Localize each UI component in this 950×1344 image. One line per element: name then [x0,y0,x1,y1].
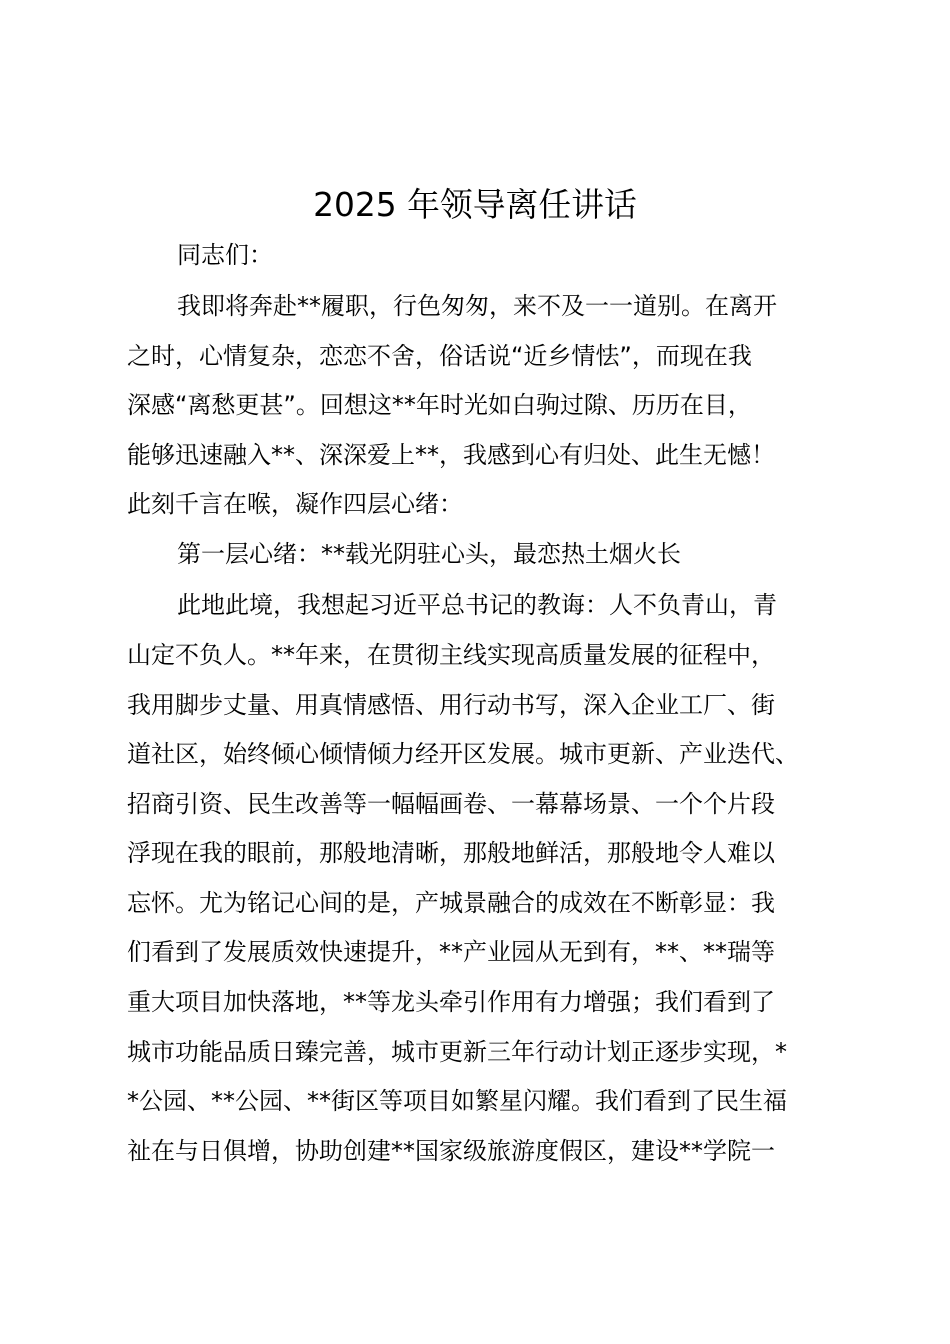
paragraph-line: 招商引资、民生改善等一幅幅画卷、一幕幕场景、一个个片段 [127,790,775,818]
paragraph-line: 道社区，始终倾心倾情倾力经开区发展。城市更新、产业迭代、 [127,740,799,768]
paragraph-line: *公园、**公园、**街区等项目如繁星闪耀。我们看到了民生福 [127,1087,787,1115]
paragraph-line: 能够迅速融入**、深深爱上**，我感到心有归处、此生无憾！ [127,441,775,469]
paragraph-line: 之时，心情复杂，恋恋不舍，俗话说“近乡情怯”，而现在我 [127,342,752,370]
salutation: 同志们： [177,241,273,269]
paragraph-line: 山定不负人。**年来，在贯彻主线实现高质量发展的征程中， [127,641,775,669]
paragraph-line: 深感“离愁更甚”。回想这**年时光如白驹过隙、历历在目， [127,391,752,419]
document-title: 2025 年领导离任讲话 [313,185,637,224]
paragraph-line: 城市功能品质日臻完善，城市更新三年行动计划正逐步实现，* [127,1038,787,1066]
paragraph-line: 浮现在我的眼前，那般地清晰，那般地鲜活，那般地令人难以 [127,839,775,867]
section-heading: 第一层心绪：**载光阴驻心头，最恋热土烟火长 [177,540,681,568]
paragraph-line: 忘怀。尤为铭记心间的是，产城景融合的成效在不断彰显：我 [127,889,775,917]
paragraph-line: 祉在与日俱增，协助创建**国家级旅游度假区，建设**学院一 [127,1137,775,1165]
paragraph-line: 我用脚步丈量、用真情感悟、用行动书写，深入企业工厂、街 [127,691,775,719]
paragraph-line: 们看到了发展质效快速提升，**产业园从无到有，**、**瑞等 [127,938,775,966]
paragraph-line: 我即将奔赴**履职，行色匆匆，来不及一一道别。在离开 [177,292,777,320]
paragraph-line: 此刻千言在喉，凝作四层心绪： [127,490,463,518]
paragraph-line: 此地此境，我想起习近平总书记的教诲：人不负青山，青 [177,591,777,619]
paragraph-line: 重大项目加快落地，**等龙头牵引作用有力增强；我们看到了 [127,988,775,1016]
